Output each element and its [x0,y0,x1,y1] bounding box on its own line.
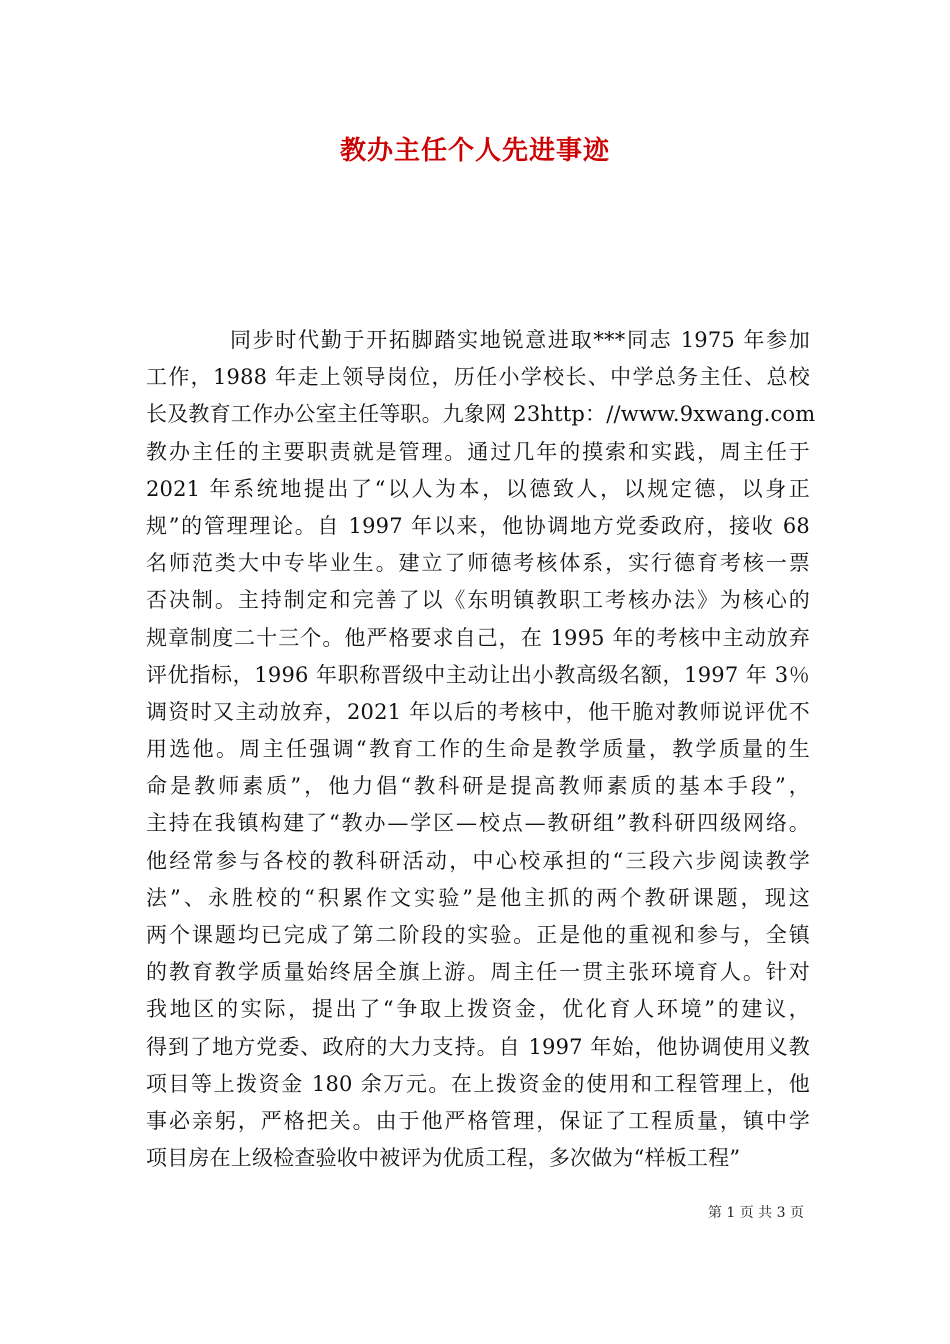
body-line: 主持在我镇构建了“教办—学区—校点—教研组”教科研四级网络。 [146,811,810,836]
body-line: 名师范类大中专毕业生。建立了师德考核体系，实行德育考核一票 [146,551,810,576]
body-line: 项目房在上级检查验收中被评为优质工程，多次做为“样板工程” [146,1146,741,1171]
body-line: 调资时又主动放弃，2021 年以后的考核中，他干脆对教师说评优不 [146,699,810,724]
body-line: 项目等上拨资金 180 余万元。在上拨资金的使用和工程管理上，他 [146,1071,810,1096]
body-line: 规章制度二十三个。他严格要求自己，在 1995 年的考核中主动放弃 [146,625,810,650]
body-line: 教办主任的主要职责就是管理。通过几年的摸索和实践，周主任于 [146,439,810,464]
body-line: 用选他。周主任强调“教育工作的生命是教学质量，教学质量的生 [146,737,810,762]
document-title: 教办主任个人先进事迹 [339,136,610,166]
body-line: 两个课题均已完成了第二阶段的实验。正是他的重视和参与，全镇 [146,923,810,947]
body-line: 法”、永胜校的“积累作文实验”是他主抓的两个教研课题，现这 [146,885,810,910]
body-line: 否决制。主持制定和完善了以《东明镇教职工考核办法》为核心的 [146,588,810,613]
body-line: 评优指标，1996 年职称晋级中主动让出小教高级名额，1997 年 3％ [146,662,810,687]
body-line: 规”的管理理论。自 1997 年以来，他协调地方党委政府，接收 68 [146,513,810,538]
body-line: 他经常参与各校的教科研活动，中心校承担的“三段六步阅读教学 [146,848,810,873]
body-line: 我地区的实际，提出了“争取上拨资金，优化育人环境”的建议， [146,997,810,1022]
body-line: 同步时代勤于开拓脚踏实地锐意进取***同志 1975 年参加 [230,328,810,352]
body-line: 工作，1988 年走上领导岗位，历任小学校长、中学总务主任、总校 [146,365,810,390]
body-line: 命是教师素质”，他力倡“教科研是提高教师素质的基本手段”， [146,774,810,799]
body-line: 长及教育工作办公室主任等职。九象网 23http：//www.9xwang.com [146,402,816,427]
page-number-footer: 第 1 页 共 3 页 [707,1205,804,1221]
body-line: 得到了地方党委、政府的大力支持。自 1997 年始，他协调使用义教 [146,1034,810,1059]
body-line: 2021 年系统地提出了“以人为本，以德致人，以规定德，以身正 [146,476,810,501]
document-body [146,322,816,1177]
body-line: 事必亲躬，严格把关。由于他严格管理，保证了工程质量，镇中学 [146,1108,810,1133]
body-line: 的教育教学质量始终居全旗上游。周主任一贯主张环境育人。针对 [146,960,810,985]
